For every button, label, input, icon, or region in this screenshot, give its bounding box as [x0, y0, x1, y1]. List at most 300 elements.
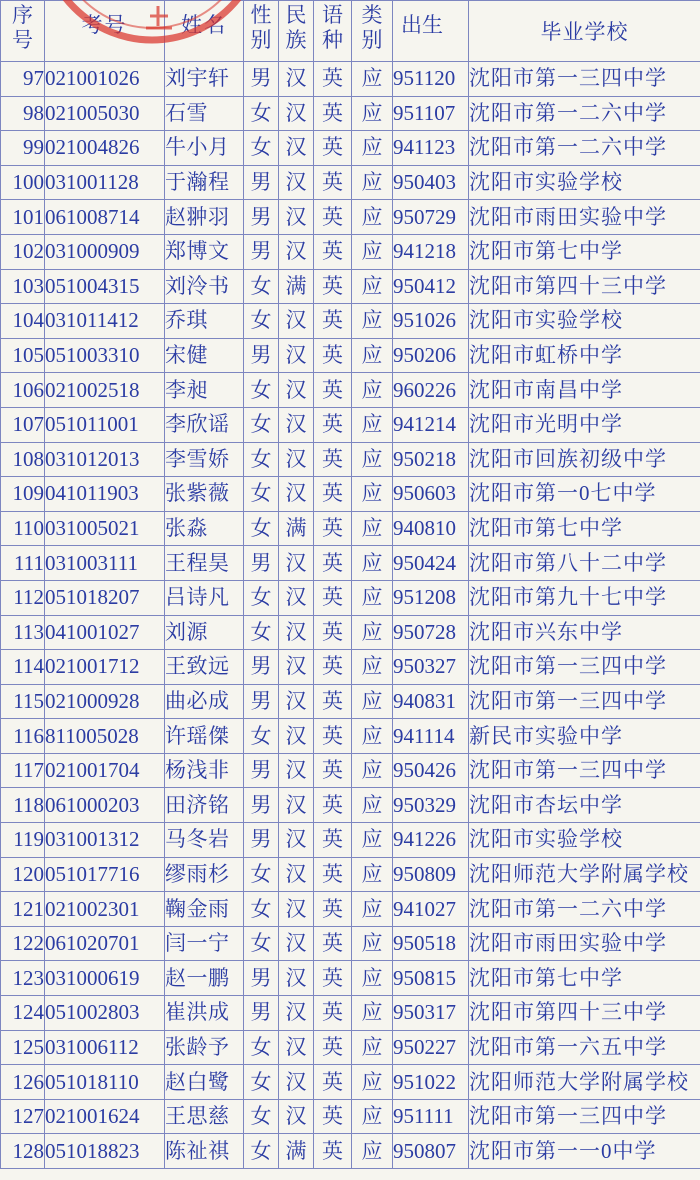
cell-language: 英 — [314, 373, 352, 408]
header-ethnicity: 民族 — [279, 1, 314, 62]
cell-language: 英 — [314, 200, 352, 235]
cell-name: 李昶 — [165, 373, 244, 408]
cell-name: 田济铭 — [165, 788, 244, 823]
cell-birth: 951022 — [393, 1065, 469, 1100]
cell-ethnicity: 汉 — [279, 857, 314, 892]
cell-ethnicity: 汉 — [279, 788, 314, 823]
cell-ethnicity: 汉 — [279, 580, 314, 615]
cell-ethnicity: 汉 — [279, 753, 314, 788]
table-row — [1, 165, 700, 200]
cell-ethnicity: 汉 — [279, 477, 314, 512]
cell-exam-no: 021001624 — [45, 1099, 165, 1134]
cell-gender: 女 — [244, 926, 279, 961]
cell-name: 于瀚程 — [165, 165, 244, 200]
cell-ethnicity: 汉 — [279, 1065, 314, 1100]
cell-gender: 男 — [244, 684, 279, 719]
cell-category: 应 — [352, 338, 393, 373]
cell-language: 英 — [314, 996, 352, 1031]
cell-school: 沈阳市兴东中学 — [469, 615, 700, 650]
cell-birth: 950728 — [393, 615, 469, 650]
header-row — [1, 1, 700, 62]
table-row — [1, 580, 700, 615]
cell-category: 应 — [352, 373, 393, 408]
cell-name: 张淼 — [165, 511, 244, 546]
cell-name: 鞠金雨 — [165, 892, 244, 927]
cell-name: 赵白鹭 — [165, 1065, 244, 1100]
cell-ethnicity: 汉 — [279, 719, 314, 754]
cell-name: 刘源 — [165, 615, 244, 650]
table-header — [1, 1, 700, 62]
cell-language: 英 — [314, 442, 352, 477]
cell-gender: 男 — [244, 996, 279, 1031]
cell-language: 英 — [314, 615, 352, 650]
cell-school: 沈阳市第七中学 — [469, 234, 700, 269]
cell-name: 刘泠书 — [165, 269, 244, 304]
cell-name: 缪雨杉 — [165, 857, 244, 892]
cell-name: 王程昊 — [165, 546, 244, 581]
cell-exam-no: 021002518 — [45, 373, 165, 408]
cell-category: 应 — [352, 234, 393, 269]
cell-ethnicity: 汉 — [279, 961, 314, 996]
cell-school: 沈阳市实验学校 — [469, 304, 700, 339]
cell-exam-no: 061020701 — [45, 926, 165, 961]
cell-ethnicity: 汉 — [279, 892, 314, 927]
cell-language: 英 — [314, 788, 352, 823]
cell-language: 英 — [314, 1134, 352, 1169]
header-seq: 序号 — [1, 1, 45, 62]
cell-seq: 124 — [1, 996, 45, 1031]
cell-language: 英 — [314, 1099, 352, 1134]
cell-ethnicity: 汉 — [279, 131, 314, 166]
cell-exam-no: 031012013 — [45, 442, 165, 477]
cell-birth: 950206 — [393, 338, 469, 373]
cell-ethnicity: 汉 — [279, 373, 314, 408]
cell-school: 沈阳市第一三四中学 — [469, 650, 700, 685]
cell-birth: 941214 — [393, 407, 469, 442]
table-row — [1, 338, 700, 373]
cell-gender: 男 — [244, 753, 279, 788]
cell-gender: 女 — [244, 304, 279, 339]
cell-school: 沈阳市回族初级中学 — [469, 442, 700, 477]
cell-gender: 女 — [244, 96, 279, 131]
cell-school: 新民市实验中学 — [469, 719, 700, 754]
cell-language: 英 — [314, 62, 352, 97]
cell-school: 沈阳市第一一0中学 — [469, 1134, 700, 1169]
cell-exam-no: 021001704 — [45, 753, 165, 788]
table-row — [1, 200, 700, 235]
cell-name: 闫一宁 — [165, 926, 244, 961]
cell-school: 沈阳市第一三四中学 — [469, 753, 700, 788]
cell-exam-no: 021000928 — [45, 684, 165, 719]
table-row — [1, 1134, 700, 1169]
cell-category: 应 — [352, 650, 393, 685]
cell-exam-no: 061008714 — [45, 200, 165, 235]
cell-school: 沈阳市第一二六中学 — [469, 96, 700, 131]
cell-gender: 男 — [244, 165, 279, 200]
cell-birth: 940810 — [393, 511, 469, 546]
cell-gender: 男 — [244, 200, 279, 235]
cell-birth: 951111 — [393, 1099, 469, 1134]
cell-seq: 119 — [1, 823, 45, 858]
cell-seq: 115 — [1, 684, 45, 719]
cell-category: 应 — [352, 996, 393, 1031]
cell-exam-no: 811005028 — [45, 719, 165, 754]
cell-language: 英 — [314, 96, 352, 131]
cell-category: 应 — [352, 1065, 393, 1100]
cell-ethnicity: 汉 — [279, 165, 314, 200]
cell-seq: 110 — [1, 511, 45, 546]
cell-gender: 女 — [244, 477, 279, 512]
cell-name: 陈祉祺 — [165, 1134, 244, 1169]
cell-birth: 950426 — [393, 753, 469, 788]
cell-exam-no: 061000203 — [45, 788, 165, 823]
cell-gender: 女 — [244, 1099, 279, 1134]
cell-name: 李欣谣 — [165, 407, 244, 442]
cell-school: 沈阳市雨田实验中学 — [469, 926, 700, 961]
cell-name: 张紫薇 — [165, 477, 244, 512]
cell-exam-no: 031001128 — [45, 165, 165, 200]
cell-seq: 128 — [1, 1134, 45, 1169]
cell-category: 应 — [352, 1099, 393, 1134]
cell-seq: 126 — [1, 1065, 45, 1100]
cell-ethnicity: 汉 — [279, 200, 314, 235]
table-row — [1, 788, 700, 823]
cell-gender: 男 — [244, 546, 279, 581]
table-row — [1, 857, 700, 892]
cell-birth: 950317 — [393, 996, 469, 1031]
cell-name: 马冬岩 — [165, 823, 244, 858]
cell-name: 赵一鹏 — [165, 961, 244, 996]
cell-language: 英 — [314, 338, 352, 373]
table-row — [1, 719, 700, 754]
cell-school: 沈阳市第七中学 — [469, 961, 700, 996]
cell-category: 应 — [352, 857, 393, 892]
cell-category: 应 — [352, 477, 393, 512]
cell-birth: 960226 — [393, 373, 469, 408]
cell-seq: 111 — [1, 546, 45, 581]
cell-ethnicity: 汉 — [279, 96, 314, 131]
cell-gender: 男 — [244, 650, 279, 685]
cell-category: 应 — [352, 580, 393, 615]
cell-seq: 127 — [1, 1099, 45, 1134]
cell-exam-no: 031005021 — [45, 511, 165, 546]
cell-language: 英 — [314, 823, 352, 858]
cell-seq: 107 — [1, 407, 45, 442]
cell-name: 许瑶傑 — [165, 719, 244, 754]
cell-birth: 951120 — [393, 62, 469, 97]
cell-birth: 950218 — [393, 442, 469, 477]
cell-seq: 112 — [1, 580, 45, 615]
cell-category: 应 — [352, 165, 393, 200]
cell-birth: 950815 — [393, 961, 469, 996]
header-school: 毕业学校 — [469, 1, 700, 62]
cell-ethnicity: 汉 — [279, 684, 314, 719]
table-row — [1, 961, 700, 996]
cell-seq: 108 — [1, 442, 45, 477]
cell-language: 英 — [314, 857, 352, 892]
cell-seq: 100 — [1, 165, 45, 200]
cell-school: 沈阳市杏坛中学 — [469, 788, 700, 823]
cell-name: 刘宇轩 — [165, 62, 244, 97]
cell-school: 沈阳市第一二六中学 — [469, 131, 700, 166]
cell-gender: 男 — [244, 62, 279, 97]
cell-school: 沈阳市南昌中学 — [469, 373, 700, 408]
cell-exam-no: 051018823 — [45, 1134, 165, 1169]
cell-seq: 122 — [1, 926, 45, 961]
cell-ethnicity: 汉 — [279, 926, 314, 961]
table-row — [1, 684, 700, 719]
cell-category: 应 — [352, 719, 393, 754]
cell-school: 沈阳市第七中学 — [469, 511, 700, 546]
cell-exam-no: 041011903 — [45, 477, 165, 512]
cell-exam-no: 051011001 — [45, 407, 165, 442]
cell-gender: 女 — [244, 269, 279, 304]
cell-name: 牛小月 — [165, 131, 244, 166]
cell-language: 英 — [314, 961, 352, 996]
cell-exam-no: 031006112 — [45, 1030, 165, 1065]
cell-language: 英 — [314, 650, 352, 685]
cell-exam-no: 051017716 — [45, 857, 165, 892]
cell-birth: 941123 — [393, 131, 469, 166]
cell-category: 应 — [352, 131, 393, 166]
cell-language: 英 — [314, 165, 352, 200]
cell-birth: 950809 — [393, 857, 469, 892]
cell-gender: 男 — [244, 234, 279, 269]
cell-birth: 950424 — [393, 546, 469, 581]
cell-school: 沈阳市第八十二中学 — [469, 546, 700, 581]
cell-exam-no: 051004315 — [45, 269, 165, 304]
cell-exam-no: 021001026 — [45, 62, 165, 97]
cell-exam-no: 051018110 — [45, 1065, 165, 1100]
cell-name: 宋健 — [165, 338, 244, 373]
cell-category: 应 — [352, 62, 393, 97]
cell-school: 沈阳市第一二六中学 — [469, 892, 700, 927]
table-row — [1, 96, 700, 131]
cell-language: 英 — [314, 407, 352, 442]
cell-ethnicity: 汉 — [279, 338, 314, 373]
cell-language: 英 — [314, 269, 352, 304]
cell-language: 英 — [314, 926, 352, 961]
cell-birth: 950518 — [393, 926, 469, 961]
cell-school: 沈阳师范大学附属学校 — [469, 1065, 700, 1100]
cell-seq: 99 — [1, 131, 45, 166]
cell-school: 沈阳市虹桥中学 — [469, 338, 700, 373]
cell-name: 郑博文 — [165, 234, 244, 269]
table-row — [1, 615, 700, 650]
table-row — [1, 753, 700, 788]
table-row — [1, 269, 700, 304]
table-row — [1, 407, 700, 442]
cell-birth: 951107 — [393, 96, 469, 131]
cell-school: 沈阳市第一三四中学 — [469, 684, 700, 719]
cell-category: 应 — [352, 788, 393, 823]
cell-category: 应 — [352, 892, 393, 927]
cell-exam-no: 031000619 — [45, 961, 165, 996]
cell-gender: 男 — [244, 338, 279, 373]
cell-ethnicity: 汉 — [279, 823, 314, 858]
cell-birth: 950807 — [393, 1134, 469, 1169]
table-row — [1, 926, 700, 961]
table-row — [1, 477, 700, 512]
cell-seq: 101 — [1, 200, 45, 235]
table-row — [1, 234, 700, 269]
cell-exam-no: 021004826 — [45, 131, 165, 166]
cell-language: 英 — [314, 580, 352, 615]
cell-ethnicity: 满 — [279, 511, 314, 546]
cell-category: 应 — [352, 1030, 393, 1065]
cell-birth: 951026 — [393, 304, 469, 339]
cell-seq: 114 — [1, 650, 45, 685]
cell-seq: 121 — [1, 892, 45, 927]
cell-name: 杨浅非 — [165, 753, 244, 788]
cell-language: 英 — [314, 304, 352, 339]
cell-birth: 941114 — [393, 719, 469, 754]
cell-birth: 950329 — [393, 788, 469, 823]
cell-language: 英 — [314, 719, 352, 754]
table-row — [1, 62, 700, 97]
cell-birth: 941218 — [393, 234, 469, 269]
cell-seq: 104 — [1, 304, 45, 339]
cell-school: 沈阳市第四十三中学 — [469, 269, 700, 304]
cell-ethnicity: 满 — [279, 1134, 314, 1169]
cell-category: 应 — [352, 684, 393, 719]
cell-seq: 116 — [1, 719, 45, 754]
cell-seq: 113 — [1, 615, 45, 650]
cell-gender: 女 — [244, 1134, 279, 1169]
cell-gender: 女 — [244, 511, 279, 546]
cell-birth: 941027 — [393, 892, 469, 927]
cell-gender: 男 — [244, 823, 279, 858]
cell-school: 沈阳师范大学附属学校 — [469, 857, 700, 892]
cell-ethnicity: 汉 — [279, 234, 314, 269]
cell-seq: 117 — [1, 753, 45, 788]
table-row — [1, 1099, 700, 1134]
cell-birth: 950729 — [393, 200, 469, 235]
cell-school: 沈阳市第一0七中学 — [469, 477, 700, 512]
cell-ethnicity: 汉 — [279, 1099, 314, 1134]
cell-name: 崔洪成 — [165, 996, 244, 1031]
cell-birth: 951208 — [393, 580, 469, 615]
cell-exam-no: 031000909 — [45, 234, 165, 269]
cell-gender: 女 — [244, 131, 279, 166]
cell-category: 应 — [352, 200, 393, 235]
cell-gender: 男 — [244, 961, 279, 996]
cell-seq: 102 — [1, 234, 45, 269]
cell-category: 应 — [352, 407, 393, 442]
cell-exam-no: 051002803 — [45, 996, 165, 1031]
cell-gender: 女 — [244, 857, 279, 892]
cell-ethnicity: 汉 — [279, 996, 314, 1031]
cell-language: 英 — [314, 1065, 352, 1100]
cell-seq: 97 — [1, 62, 45, 97]
cell-school: 沈阳市第一三四中学 — [469, 62, 700, 97]
cell-school: 沈阳市第一三四中学 — [469, 1099, 700, 1134]
cell-school: 沈阳市实验学校 — [469, 823, 700, 858]
cell-seq: 125 — [1, 1030, 45, 1065]
cell-birth: 950327 — [393, 650, 469, 685]
cell-exam-no: 021001712 — [45, 650, 165, 685]
cell-school: 沈阳市光明中学 — [469, 407, 700, 442]
cell-exam-no: 051018207 — [45, 580, 165, 615]
cell-exam-no: 041001027 — [45, 615, 165, 650]
cell-name: 李雪娇 — [165, 442, 244, 477]
header-name: 姓名 — [165, 1, 244, 62]
cell-language: 英 — [314, 131, 352, 166]
cell-exam-no: 051003310 — [45, 338, 165, 373]
cell-gender: 女 — [244, 407, 279, 442]
cell-ethnicity: 汉 — [279, 650, 314, 685]
cell-language: 英 — [314, 511, 352, 546]
cell-ethnicity: 汉 — [279, 62, 314, 97]
cell-category: 应 — [352, 1134, 393, 1169]
cell-birth: 950403 — [393, 165, 469, 200]
cell-birth: 941226 — [393, 823, 469, 858]
cell-seq: 120 — [1, 857, 45, 892]
cell-name: 吕诗凡 — [165, 580, 244, 615]
cell-gender: 女 — [244, 615, 279, 650]
cell-seq: 123 — [1, 961, 45, 996]
header-category: 类别 — [352, 1, 393, 62]
cell-gender: 女 — [244, 1030, 279, 1065]
cell-language: 英 — [314, 753, 352, 788]
cell-school: 沈阳市实验学校 — [469, 165, 700, 200]
cell-exam-no: 031001312 — [45, 823, 165, 858]
cell-name: 王思慈 — [165, 1099, 244, 1134]
table-row — [1, 996, 700, 1031]
cell-ethnicity: 汉 — [279, 1030, 314, 1065]
cell-school: 沈阳市第四十三中学 — [469, 996, 700, 1031]
cell-gender: 女 — [244, 373, 279, 408]
cell-seq: 109 — [1, 477, 45, 512]
cell-category: 应 — [352, 96, 393, 131]
cell-seq: 118 — [1, 788, 45, 823]
cell-gender: 女 — [244, 580, 279, 615]
table-row — [1, 1030, 700, 1065]
header-language: 语种 — [314, 1, 352, 62]
cell-gender: 男 — [244, 788, 279, 823]
cell-category: 应 — [352, 546, 393, 581]
table-row — [1, 1065, 700, 1100]
cell-category: 应 — [352, 511, 393, 546]
cell-school: 沈阳市雨田实验中学 — [469, 200, 700, 235]
table-row — [1, 131, 700, 166]
cell-name: 赵翀羽 — [165, 200, 244, 235]
table-row — [1, 373, 700, 408]
cell-exam-no: 021002301 — [45, 892, 165, 927]
cell-ethnicity: 汉 — [279, 407, 314, 442]
cell-ethnicity: 汉 — [279, 546, 314, 581]
table-row — [1, 892, 700, 927]
table-row — [1, 650, 700, 685]
cell-gender: 女 — [244, 892, 279, 927]
cell-exam-no: 021005030 — [45, 96, 165, 131]
cell-ethnicity: 满 — [279, 269, 314, 304]
cell-exam-no: 031003111 — [45, 546, 165, 581]
cell-seq: 103 — [1, 269, 45, 304]
cell-seq: 106 — [1, 373, 45, 408]
cell-name: 乔琪 — [165, 304, 244, 339]
cell-seq: 98 — [1, 96, 45, 131]
cell-seq: 105 — [1, 338, 45, 373]
cell-language: 英 — [314, 892, 352, 927]
cell-language: 英 — [314, 234, 352, 269]
cell-gender: 女 — [244, 719, 279, 754]
cell-birth: 950603 — [393, 477, 469, 512]
cell-name: 王致远 — [165, 650, 244, 685]
cell-ethnicity: 汉 — [279, 615, 314, 650]
cell-name: 曲必成 — [165, 684, 244, 719]
header-birth: 出生 — [393, 1, 469, 62]
